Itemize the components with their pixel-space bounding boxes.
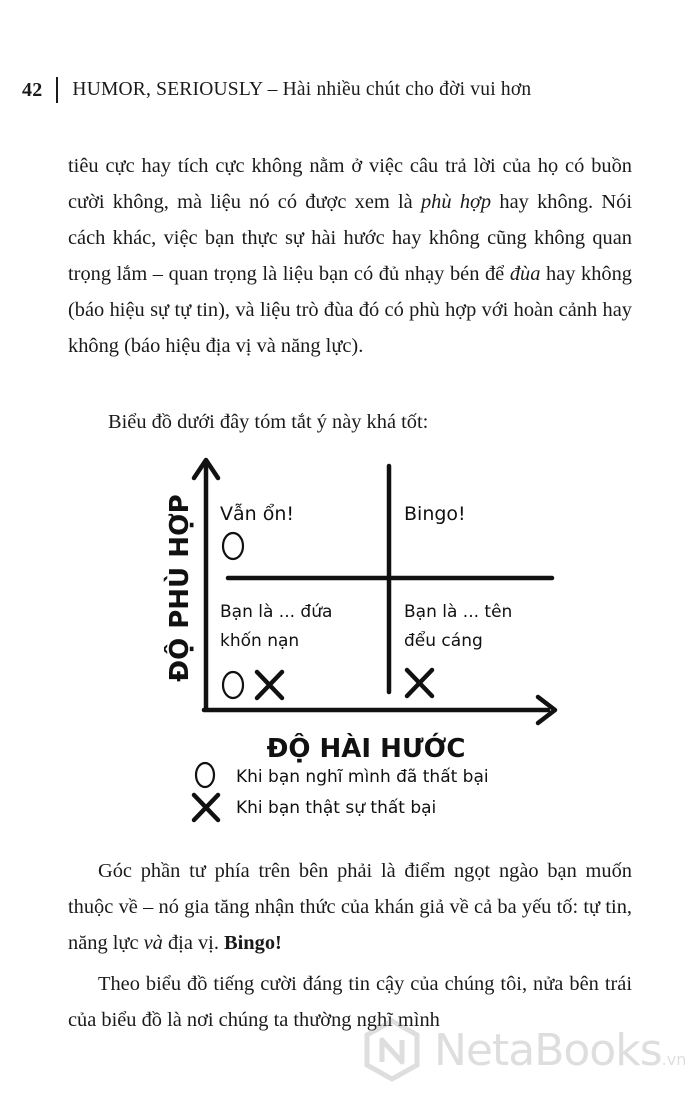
text-run-bold: Bingo! <box>224 932 282 954</box>
text-run: hay không. Nói cách khác, việc bạn thực sự hài hước hay không cũng không quan trọng lắm – quan trọng là liệu bạn có đủ nhạy bén để <box>68 191 632 285</box>
quadrant-top-right-label: Bingo! <box>404 503 466 525</box>
watermark-brand-text: NetaBooks <box>434 1024 662 1076</box>
watermark-brand <box>434 1025 686 1076</box>
text-run-italic: và <box>143 932 163 954</box>
text-run: tiêu cực hay tích cực không nằm ở việc câu trả lời của họ có buồn cười không, mà liệu nó có được xem là <box>68 155 632 213</box>
x-axis-label: ĐỘ HÀI HƯỚC <box>266 734 466 764</box>
quadrant-bottom-right-label-line1: Bạn là ... tên <box>404 602 513 622</box>
watermark-suffix: .vn <box>661 1049 687 1069</box>
text-run: hay không (báo hiệu sự tự tin), và liệu trò đùa đó có phù hợp với hoàn cảnh hay không (báo hiệu địa vị và năng lực). <box>68 263 632 357</box>
legend-x-text: Khi bạn thật sự thất bại <box>236 798 437 818</box>
paragraph-chart-reflection: Theo biểu đồ tiếng cười đáng tin cậy của chúng tôi, nửa bên trái của biểu đồ là nơi chúng ta thường nghĩ mình <box>68 973 632 1031</box>
legend-o-symbol <box>196 763 214 787</box>
text-run-italic: đùa <box>509 263 541 285</box>
quadrant-top-left-label: Vẫn ổn! <box>220 503 295 525</box>
legend-x-symbol <box>194 795 218 820</box>
page-number: 42 <box>22 78 43 101</box>
quadrant-bottom-left-label-line2: khốn nạn <box>220 631 300 651</box>
book-title: HUMOR, SERIOUSLY – Hài nhiều chút cho đời vui hơn <box>72 79 532 100</box>
mark-x-bottom-right <box>407 670 432 696</box>
watermark-logo-icon <box>360 1018 424 1082</box>
axes <box>194 460 555 723</box>
text-run: địa vị. <box>162 932 225 954</box>
quadrant-bottom-left-label-line1: Bạn là ... đứa <box>220 602 333 622</box>
mark-o-bottom-left <box>223 672 243 698</box>
paragraph-bingo <box>68 853 632 961</box>
legend-o-text: Khi bạn nghĩ mình đã thất bại <box>236 767 489 787</box>
y-axis-label: ĐỘ PHÙ HỢP <box>165 494 195 682</box>
legend <box>194 763 489 820</box>
text-run-italic: phù hợp <box>420 191 492 213</box>
paragraph-chart-intro: Biểu đồ dưới đây tóm tắt ý này khá tốt: <box>108 411 429 433</box>
text-run: Góc phần tư phía trên bên phải là điểm ngọt ngào bạn muốn thuộc về – nó gia tăng nhận thức của khán giả về cả ba yếu tố: tự tin, năng lực <box>68 860 632 954</box>
watermark <box>360 1010 686 1090</box>
mark-x-bottom-left <box>257 672 282 698</box>
mark-o-top-left <box>223 533 243 559</box>
quadrant-bottom-right-label-line2: đểu cáng <box>404 631 483 651</box>
